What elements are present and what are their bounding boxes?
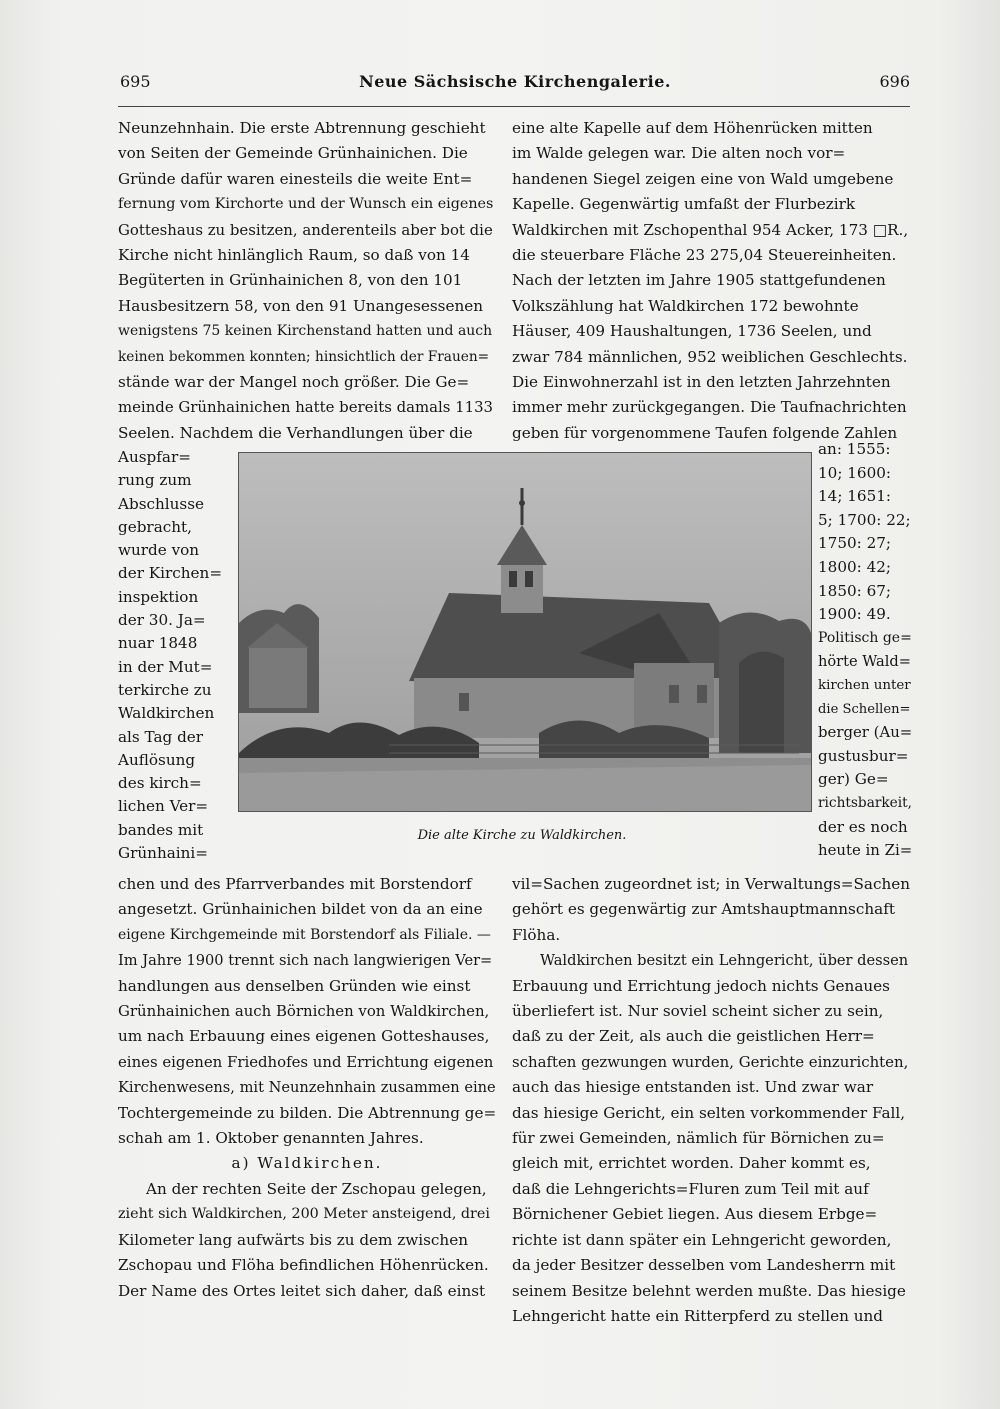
page-number-right: 696 (879, 72, 910, 91)
header-rule (118, 106, 910, 107)
text-line: Auspfar= (118, 448, 191, 466)
section-heading: a) Waldkirchen. (231, 1154, 383, 1173)
text-line: lichen Ver= (118, 797, 209, 816)
text-line: angesetzt. Grünhainichen bildet von da an eine (118, 900, 483, 919)
text-line: An der rechten Seite der Zschopau gelegen, (146, 1179, 487, 1198)
text-line: zwar 784 männlichen, 952 weiblichen Geschlechts. (512, 347, 908, 366)
text-line: an: 1555: (818, 440, 891, 458)
text-line: 1900: 49. (818, 605, 891, 624)
text-line: von Seiten der Gemeinde Grünhainichen. Die (118, 144, 468, 163)
text-line: 1750: 27; (818, 534, 892, 553)
left-column-top (118, 116, 496, 446)
text-line: inspektion (118, 587, 199, 606)
text-line: das hiesige Gericht, ein selten vorkommender Fall, (512, 1103, 906, 1122)
text-line: Auflösung (118, 750, 196, 769)
right-column-top (512, 116, 910, 446)
text-line: zieht sich Waldkirchen, 200 Meter ansteigend, drei (118, 1206, 490, 1223)
text-line: Kilometer lang aufwärts bis zu dem zwischen (118, 1230, 468, 1249)
text-line: hörte Wald= (818, 653, 911, 671)
text-line: Kirchenwesens, mit Neunzehnhain zusammen eine (118, 1079, 496, 1097)
text-line: auch das hiesige entstanden ist. Und zwar war (512, 1078, 874, 1097)
text-line: Erbauung und Errichtung jedoch nichts Genaues (512, 976, 890, 995)
church-illustration (239, 453, 811, 811)
text-line: gehört es gegenwärtig zur Amtshauptmannschaft (512, 900, 895, 919)
page-header (120, 72, 910, 98)
text-line: nuar 1848 (118, 634, 198, 653)
text-line: Grünhainichen auch Börnichen von Waldkirchen, (118, 1002, 490, 1021)
right-column-bottom (512, 872, 910, 1329)
text-line: geben für vorgenommene Taufen folgende Zahlen (512, 423, 898, 442)
figure-caption: Die alte Kirche zu Waldkirchen. (417, 828, 627, 843)
text-line: Politisch ge= (818, 629, 912, 646)
text-line: 1850: 67; (818, 581, 892, 600)
text-line: handenen Siegel zeigen eine von Wald umgebene (512, 169, 894, 188)
text-line: schaften gezwungen wurden, Gerichte einzurichten, (512, 1052, 909, 1071)
text-line: Gründe dafür waren einesteils die weite Ent= (118, 169, 473, 188)
text-line: des kirch= (118, 774, 202, 793)
text-line: die steuerbare Fläche 23 275,04 Steuereinheiten. (512, 246, 897, 265)
text-line: der Kirchen= (118, 564, 223, 583)
text-line: fernung vom Kirchorte und der Wunsch ein eigenes (118, 196, 494, 213)
text-line: Flöha. (512, 925, 561, 944)
text-line: der 30. Ja= (118, 611, 206, 630)
text-line: gleich mit, errichtet worden. Daher kommt es, (512, 1154, 871, 1173)
text-line: seinem Besitze belehnt werden mußte. Das hiesige (512, 1281, 906, 1300)
text-line: überliefert ist. Nur soviel scheint sicher zu sein, (512, 1002, 884, 1021)
text-line: 1800: 42; (818, 557, 892, 576)
text-line: um nach Erbauung eines eigenen Gotteshauses, (118, 1027, 490, 1046)
text-line: Zschopau und Flöha befindlichen Höhenrücken. (118, 1256, 489, 1275)
text-line: Begüterten in Grünhainichen 8, von den 101 (118, 271, 463, 290)
text-line: richtsbarkeit, (818, 794, 913, 811)
left-column-narrow (118, 446, 230, 865)
church-photograph (238, 452, 812, 812)
page-number-left: 695 (120, 72, 151, 91)
text-line: für zwei Gemeinden, nämlich für Börnichen zu= (512, 1129, 885, 1148)
text-line: keinen bekommen konnten; hinsichtlich der Frauen= (118, 348, 490, 365)
text-line: rung zum (118, 471, 192, 490)
running-title: Neue Sächsische Kirchengalerie. (359, 72, 671, 91)
text-line: Die Einwohnerzahl ist in den letzten Jahrzehnten (512, 373, 891, 392)
text-line: Hausbesitzern 58, von den 91 Unangesessenen (118, 296, 484, 315)
left-column-bottom (118, 872, 496, 1304)
text-line: immer mehr zurückgegangen. Die Taufnachrichten (512, 398, 907, 417)
text-line: terkirche zu (118, 680, 212, 699)
text-line: Tochtergemeinde zu bilden. Die Abtrennung ge= (118, 1103, 497, 1122)
text-line: Nach der letzten im Jahre 1905 stattgefundenen (512, 271, 886, 290)
text-line: eine alte Kapelle auf dem Höhenrücken mitten (512, 119, 873, 137)
text-line: Seelen. Nachdem die Verhandlungen über die (118, 423, 473, 442)
text-line: Häuser, 409 Haushaltungen, 1736 Seelen, und (512, 322, 872, 341)
text-line: die Schellen= (818, 701, 911, 717)
text-line: berger (Au= (818, 723, 913, 742)
text-line: meinde Grünhainichen hatte bereits damals 1133 (118, 398, 494, 417)
text-line: heute in Zi= (818, 841, 913, 860)
text-line: Der Name des Ortes leitet sich daher, daß einst (118, 1281, 486, 1300)
text-line: Lehngericht hatte ein Ritterpferd zu stellen und (512, 1306, 883, 1325)
text-line: bandes mit (118, 820, 204, 839)
text-line: Kapelle. Gegenwärtig umfaßt der Flurbezirk (512, 195, 856, 214)
text-line: kirchen unter (818, 677, 911, 693)
text-line: Waldkirchen besitzt ein Lehngericht, über dessen (540, 952, 909, 970)
text-line: Im Jahre 1900 trennt sich nach langwierigen Ver= (118, 952, 493, 970)
text-line: wenigstens 75 keinen Kirchenstand hatten und auch (118, 323, 493, 340)
text-line: gustusbur= (818, 746, 909, 765)
text-line: Abschlusse (118, 494, 204, 513)
text-line: Gotteshaus zu besitzen, anderenteils aber bot die (118, 220, 493, 239)
text-line: eines eigenen Friedhofes und Errichtung eigenen (118, 1052, 494, 1071)
text-line: Neunzehnhain. Die erste Abtrennung geschieht (118, 119, 486, 137)
text-line: chen und des Pfarrverbandes mit Borstendorf (118, 875, 472, 893)
text-line: eigene Kirchgemeinde mit Borstendorf als Filiale. — (118, 926, 491, 943)
text-line: Waldkirchen mit Zschopenthal 954 Acker, 173 □R., (512, 220, 909, 239)
text-line: als Tag der (118, 727, 204, 746)
text-line: richte ist dann später ein Lehngericht geworden, (512, 1230, 892, 1249)
text-line: gebracht, (118, 517, 192, 536)
text-line: ger) Ge= (818, 770, 889, 789)
text-line: wurde von (118, 541, 200, 560)
text-line: daß die Lehngerichts=Fluren zum Teil mit auf (512, 1179, 869, 1198)
text-line: Börnichener Gebiet liegen. Aus diesem Erbge= (512, 1205, 878, 1224)
text-line: stände war der Mangel noch größer. Die Ge= (118, 373, 470, 392)
text-line: schah am 1. Oktober genannten Jahres. (118, 1129, 424, 1148)
right-column-narrow (818, 438, 912, 863)
text-line: Kirche nicht hinlänglich Raum, so daß von 14 (118, 246, 470, 265)
text-line: 5; 1700: 22; (818, 510, 911, 529)
text-line: 14; 1651: (818, 487, 892, 506)
text-line: vil=Sachen zugeordnet ist; in Verwaltungs=Sachen (512, 875, 911, 893)
text-line: daß zu der Zeit, als auch die geistlichen Herr= (512, 1027, 875, 1046)
text-line: Waldkirchen (118, 704, 215, 723)
text-line: Volkszählung hat Waldkirchen 172 bewohnte (512, 296, 859, 315)
text-line: handlungen aus denselben Gründen wie einst (118, 976, 471, 995)
text-line: im Walde gelegen war. Die alten noch vor= (512, 144, 846, 163)
text-line: der es noch (818, 817, 908, 836)
text-line: in der Mut= (118, 657, 213, 676)
text-line: Grünhaini= (118, 844, 209, 863)
text-line: da jeder Besitzer desselben vom Landesherrn mit (512, 1256, 896, 1275)
text-line: 10; 1600: (818, 463, 892, 482)
